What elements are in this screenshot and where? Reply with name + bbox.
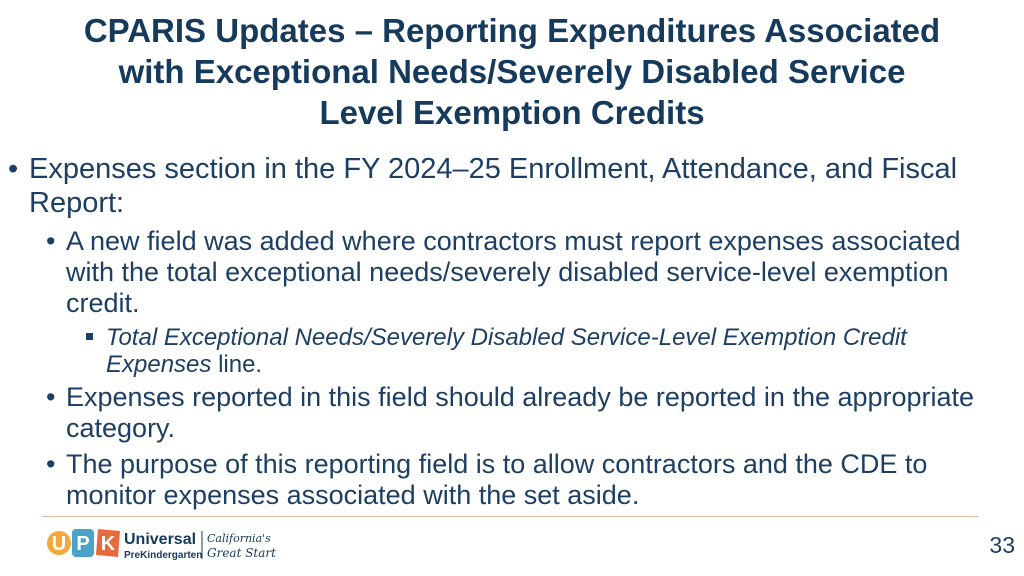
footer-divider	[42, 516, 978, 517]
bullet-dot: •	[46, 382, 56, 412]
logo-letter-k: K	[100, 533, 116, 555]
title-line-2: with Exceptional Needs/Severely Disabled Service	[118, 53, 906, 90]
sub-bullet	[46, 382, 1008, 444]
bullet-dot: •	[46, 226, 56, 256]
title-line-1: CPARIS Updates – Reporting Expenditures Associated	[83, 12, 941, 49]
sub-bullet-text: The purpose of this reporting field is to allow contractors and the CDE to monitor expenses associated with the set aside.	[66, 449, 928, 510]
sub-sub-bullet	[86, 324, 966, 378]
sub-bullet-text: Expenses reported in this field should already be reported in the appropriate category.	[66, 382, 975, 443]
sub-bullet	[46, 226, 1008, 319]
bullet-dot: •	[46, 449, 56, 479]
slide-title	[0, 10, 1024, 133]
square-bullet-icon	[86, 333, 93, 340]
field-name-italic: Total Exceptional Needs/Severely Disabled Service-Level Exemption Credit Expenses	[106, 324, 907, 378]
logo-letter-u: U	[51, 533, 67, 555]
logo-word-prek: PreKindergarten	[124, 550, 203, 561]
field-name-tail: line.	[211, 351, 263, 378]
slide-body	[8, 152, 1008, 516]
sub-bullet	[46, 449, 1008, 511]
logo-word-universal: Universal	[124, 531, 197, 548]
title-line-3: Level Exemption Credits	[319, 94, 705, 131]
logo-script-great-start: Great Start	[207, 546, 276, 560]
sub-bullet-list	[46, 226, 1008, 511]
sub-bullet-text: A new field was added where contractors must report expenses associated with the total exceptional needs/severely disabled service-level exemption credit.	[66, 226, 961, 318]
bullet-text: Expenses section in the FY 2024–25 Enrollment, Attendance, and Fiscal Report:	[29, 153, 958, 219]
sub-sub-bullet-list	[86, 324, 1008, 378]
logo-letter-p: P	[76, 533, 90, 555]
logo-script-california: California's	[207, 532, 271, 545]
page-number: 33	[989, 532, 1015, 558]
bullet-level-1	[8, 152, 1008, 220]
bullet-dot: •	[8, 153, 19, 185]
upk-logo	[46, 523, 276, 563]
